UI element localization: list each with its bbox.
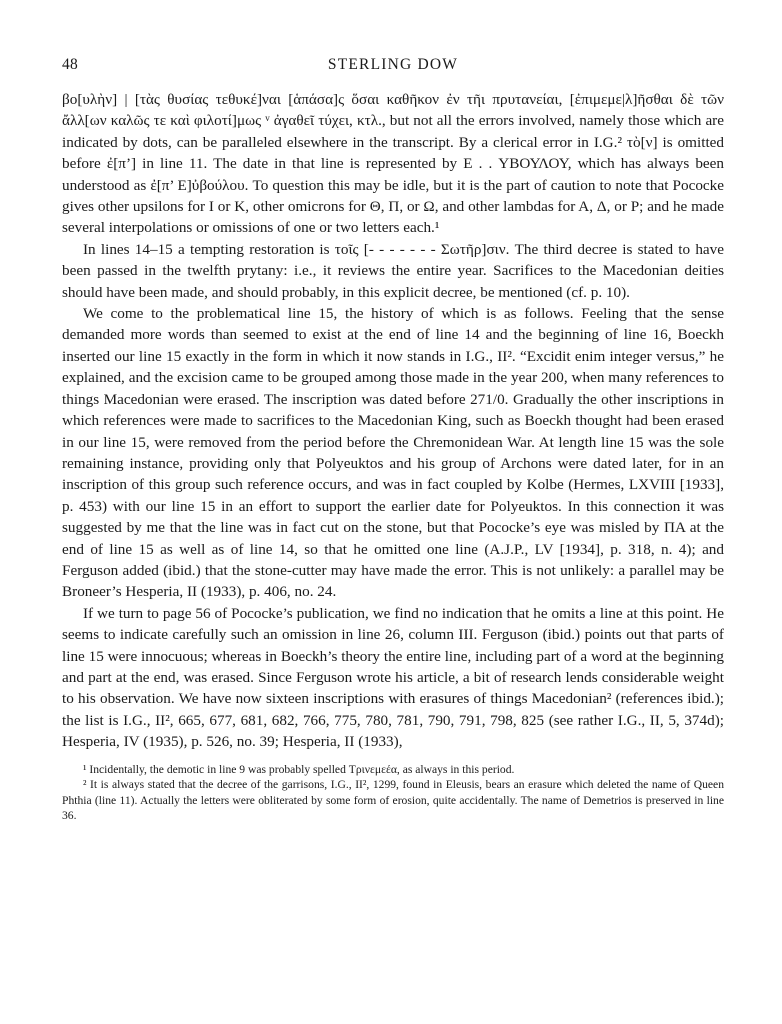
running-title: STERLING DOW	[327, 56, 459, 73]
page-number: 48	[62, 56, 79, 73]
footnote-1: ¹ Incidentally, the demotic in line 9 was probably spelled Τρινεμεέα, as always in this period.	[83, 762, 515, 776]
page	[62, 56, 724, 824]
paragraph-3: We come to the problematical line 15, the history of which is as follows. Feeling that the sense demanded more words than seemed to exist at the end of line 14 and the beginning of line 16, Boeckh inserted our line 15 exactly in the form in which it now stands in I.G., II². “Excidit enim integer versus,” he explained, and the excision came to be grouped among those made in the year 200, when many references to things Macedonian were erased. The inscription was dated before 271/0. Gradually the other inscriptions in which references were made to sacrifices to the Macedonian King, such as Boeckh thought had been erased in our line 15, were removed from the period before the Chremonidean War. At length line 15 was the sole remaining instance, providing only that Polyeuktos and his group of Archons were dated later, for in an inscription of this group such reference occurs, and was in fact coupled by Kolbe (Hermes, LXVIII [1933], p. 453) with our line 15 in an effort to support the earlier date for Polyeuktos. In this connection it was suggested by me that the line was in fact cut on the stone, but that Pococke’s eye was misled by ΠA at the end of line 15 as well as of line 14, so that he omitted one line (A.J.P., LV [1934], p. 318, n. 4); and Ferguson added (ibid.) that the stone-cutter may have made the error. This is not unlikely: a parallel may be Broneer’s Hesperia, II (1933), p. 406, no. 24.	[62, 305, 724, 601]
paragraph-1: βο[υλὴν] | [τὰς θυσίας τεθυκέ]ναι [ἁπάσα]ς ὅσαι καθῆκον ἐν τῆι πρυτανείαι, [ἐπιμεμε|λ]ῆσθαι δὲ τῶν ἄλλ[ων καλῶς τε καὶ φιλοτί]μως ᵛ ἀγαθεῖ τύχει, κτλ., but not all the errors involved, namely those which are indicated by dots, can be paralleled elsewhere in the transcript. By a clerical error in I.G.² τὸ[ν] is omitted before ἐ[π’] in line 11. The date in that line is represented by E . . ΥΒΟΥΛΟΥ, which has always been understood as ἐ[π’ E]ὐβούλου. To question this may be idle, but it is the part of caution to note that Pococke gives other upsilons for I or K, other omicrons for Θ, Π, or Ω, and other lambdas for A, Δ, or P; and he made several interpolations or omissions of one or two letters each.¹	[62, 91, 724, 237]
paragraph-2: In lines 14–15 a tempting restoration is τοῖς [- - - - - - - Σωτῆρ]σιν. The third decree is stated to have been passed in the twelfth prytany: i.e., it reviews the entire year. Sacrifices to the Macedonian deities should have been made, and should probably, in this explicit decree, be mentioned (cf. p. 10).	[62, 240, 724, 301]
footnote-2: ² It is always stated that the decree of the garrisons, I.G., II², 1299, found in Eleusis, bears an erasure which deleted the name of Queen Phthia (line 11). Actually the letters were obliterated by some form of erosion, quite accidentally. The name of Demetrios is preserved in line 36.	[62, 778, 724, 823]
paragraph-4: If we turn to page 56 of Pococke’s publication, we find no indication that he omits a line at this point. He seems to indicate carefully such an omission in line 26, column III. Ferguson (ibid.) points out that parts of line 15 were innocuous; whereas in Boeckh’s theory the entire line, including part of a word at the beginning and part at the end, was erased. Since Ferguson wrote his article, a bit of research lends considerable weight to his observation. We have now sixteen inscriptions with erasures of things Macedonian² (references ibid.); the list is I.G., II², 665, 677, 681, 682, 766, 775, 780, 781, 790, 791, 798, 825 (see rather I.G., II, 5, 374d); Hesperia, IV (1935), p. 526, no. 39; Hesperia, II (1933),	[62, 604, 724, 751]
main-text	[62, 89, 724, 753]
footnotes	[62, 762, 724, 824]
page-header	[62, 56, 724, 80]
